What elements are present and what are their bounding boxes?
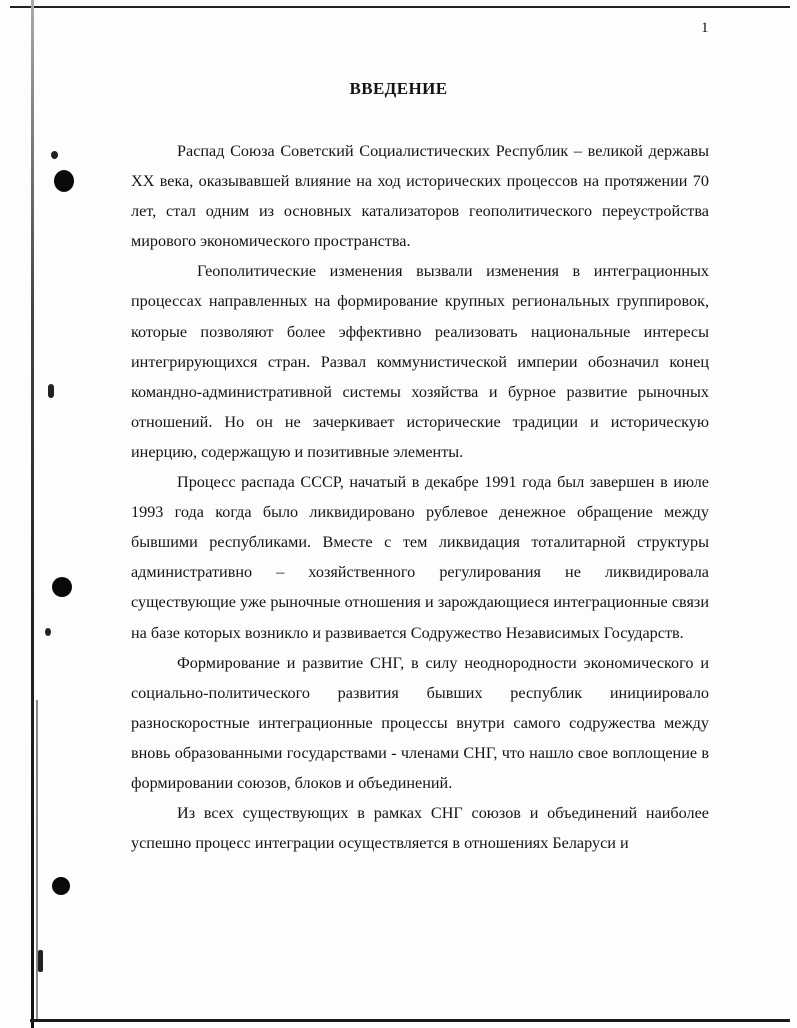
punch-hole (52, 577, 72, 597)
punch-hole-mark (48, 384, 54, 398)
paragraph: Формирование и развитие СНГ, в силу неоднородности экономического и социально-политического развития бывших республик инициировало разноскоростные интеграционные процессы внутри самого содружества между вновь образованными государствами - членами СНГ, что нашло свое воплощение в формировании союзов, блоков и объединений. (131, 653, 709, 792)
scan-edge-left-inner (36, 700, 38, 1020)
punch-hole-mark (51, 151, 58, 159)
punch-hole (52, 877, 70, 895)
paragraph: Распад Союза Советский Социалистических Республик – великой державы XX века, оказывавшей влияние на ход исторических процессов на протяжении 70 лет, стал одним из основных катализаторов геополитического переустройства мирового экономического пространства. (131, 142, 709, 251)
scan-edge-bottom (30, 1019, 790, 1022)
punch-hole-mark (45, 628, 51, 636)
paragraph: Из всех существующих в рамках СНГ союзов и объединений наиболее успешно процесс интеграции осуществляется в отношениях Беларуси и (131, 804, 709, 853)
scan-edge-left (31, 0, 34, 1028)
punch-hole-mark (38, 950, 43, 972)
page-title: ВВЕДЕНИЕ (349, 79, 448, 98)
punch-hole (54, 170, 74, 192)
page-number: 1 (701, 20, 709, 36)
document-body (131, 136, 709, 858)
scan-edge-top (10, 6, 790, 8)
paragraph: Геополитические изменения вызвали изменения в интеграционных процессах направленных на формирование крупных региональных группировок, которые позволяют более эффективно реализовать национальные интересы интегрирующихся стран. Развал коммунистической империи обозначил конец командно-административной системы хозяйства и бурное развитие рыночных отношений. Но он не зачеркивает исторические традиции и историческую инерцию, содержащую и позитивные элементы. (131, 262, 709, 461)
paragraph: Процесс распада СССР, начатый в декабре 1991 года был завершен в июле 1993 года когда было ликвидировано рублевое денежное обращение между бывшими республиками. Вместе с тем ликвидация тоталитарной структуры административно – хозяйственного регулирования не ликвидировала существующие уже рыночные отношения и зарождающиеся интеграционные связи на базе которых возникло и развивается Содружество Независимых Государств. (131, 473, 709, 642)
